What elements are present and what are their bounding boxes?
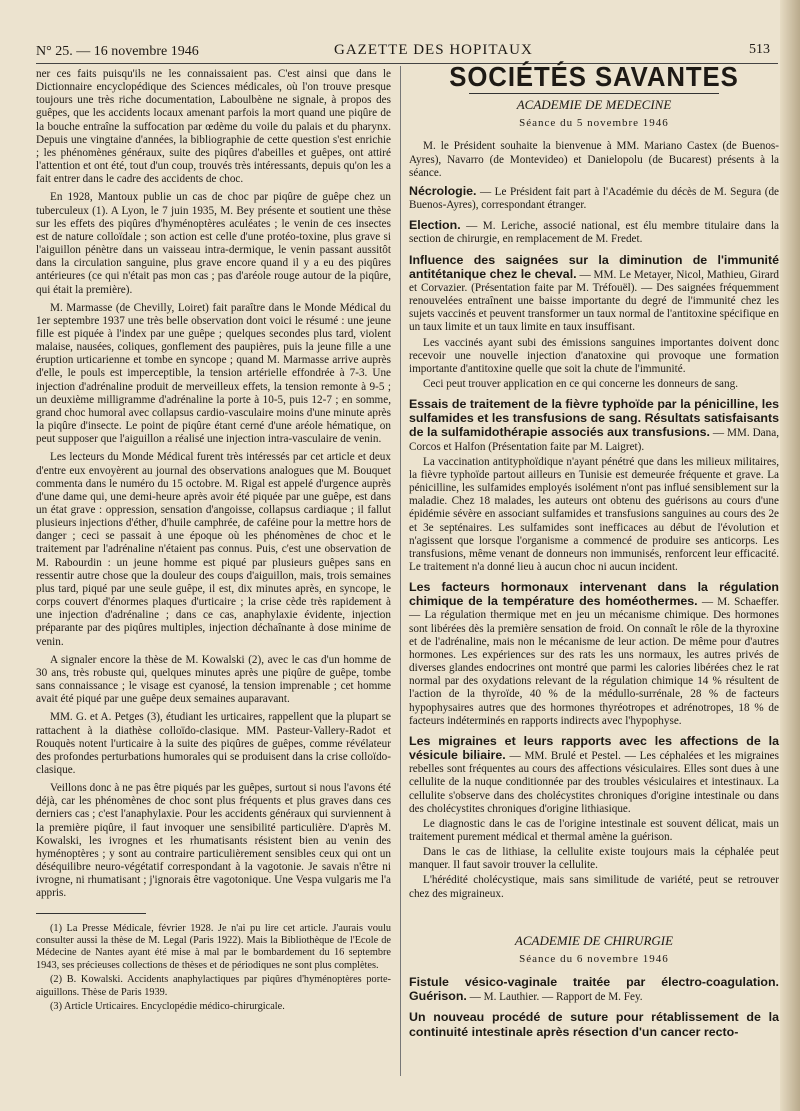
entry-text: — M. Lauthier. — Rapport de M. Fey.	[469, 991, 643, 1004]
footnote: (1) La Presse Médicale, février 1928. Je n'ai pu lire cet article. J'aurais voulu consulter aussi la thèse de M. Legal (Paris 1922). Mais la Bibliothèque de l'Ecole de Médecine de Nantes ayant été mise à mal par le bombardement du 16 septembre 1943, ses précieuses collections de thèses et de périodiques ne sont plus complètes.	[36, 922, 391, 971]
paragraph: A signaler encore la thèse de M. Kowalski (2), avec le cas d'un homme de 30 ans, très robuste qui, quelques minutes après une piqûre de guêpe, tombe sans connaissance ; le visage est cyanosé, la tension imprenable ; cet homme avait été piqué par une guêpe deux semaines auparavant.	[36, 653, 391, 706]
paragraph: Veillons donc à ne pas être piqués par les guêpes, surtout si nous l'avons été déjà, car les phénomènes de choc sont plus fréquents et plus graves dans ces derniers cas ; c'est l'anaphylaxie. Pour les accidents généraux qui surviennent à la première piqûre, il faut invoquer une sensibilité particulière. D'après M. Kowalski, les ivrognes et les rhumatisants résistent bien au venin des hyménoptères ; y sont au contraire particulièrement sensibles ceux qui ont un déséquilibre neuro-végétatif correspondant à la vagotonie. Je savais n'être ni ivrogne, ni rhumatisant ; j'ignorais être vagotonique. Une Vespa vulgaris me l'a appris.	[36, 782, 391, 900]
column-divider	[400, 66, 401, 1076]
issue-date: N° 25. — 16 novembre 1946	[36, 44, 199, 59]
section-title: SOCIÉTÉS SAVANTES	[449, 61, 739, 92]
paragraph: Le diagnostic dans le cas de l'origine intestinale est souvent délicat, mais un traitement purement médical et thermal amène la guérison.	[409, 817, 779, 843]
spacer	[409, 906, 779, 930]
entry-text: — MM. Dana, Corcos et Halfon (Présentation faite par M. Laigret).	[409, 427, 780, 453]
entry-title: Essais de traitement de la fièvre typhoïde par la pénicilline, les sulfamides et les transfusions de sang. Résultats satisfaisants de la sulfamidothérapie associés aux transfusions.	[409, 397, 779, 440]
entry	[409, 976, 779, 1004]
paragraph: En 1928, Mantoux publie un cas de choc par piqûre de guêpe chez un tuberculeux (1). A Lyon, le 7 juin 1935, M. Bey présente et soutient une thèse sur les effets des piqûres d'hyménoptères aculéates ; le venin de ces insectes est de nature colloïdale ; son action est celle d'une protéo-toxine, plus grave si l'aiguillon pénètre dans un vaisseau intra-dermique, le venin passant aussitôt dans la circulation sanguine, plus grave encore quand il y a eu des piqûres antérieures (ce qui n'était pas mon cas ; pas d'aréole rouge autour de la piqûre, qui était la première).	[36, 191, 391, 296]
paragraph: Les lecteurs du Monde Médical furent très intéressés par cet article et deux d'entre eux envoyèrent au journal des observations analogues que M. Bouquet commenta dans le numéro du 15 octobre. M. Rigal est appelé d'urgence auprès d'une dame qui, une demi-heure après avoir été piquée par une guêpe, est dans un état grave : oppression, sensation d'angoisse, collapsus cardiaque ; il fallut plusieurs injections d'éther, d'huile camphrée, de caféine pour la mettre hors de danger ; ceci se passait à une époque où les phénomènes de choc et le traitement par l'adrénaline n'étaient pas connus. Puis, c'est une observation de M. Rabourdin : un jeune homme est piqué par plusieurs guêpes sans en ressentir autre chose que la douleur des coups d'aiguillon, mais, trois semaines plus tard, piqué par une seule guêpe, il est, dix minutes après, en syncope, le corps couvert d'énormes plaques d'urticaire ; la crise cède très rapidement à une injection d'adrénaline ; dans ce cas, anaphylaxie évidente, injection préparante par des piqûres multiples, injection déchaînante à dose minime de venin.	[36, 451, 391, 648]
paragraph: ner ces faits puisqu'ils ne les connaissaient pas. C'est ainsi que dans le Dictionnaire encyclopédique des Sciences médicales, où l'on trouve presque toujours une très riche documentation, Laboulbène ne signale, à propos des guêpes, que les accidents locaux amenant parfois la mort quand une piqûre de la bouche entraîne la suffocation par œdème du voile du palais et du pharynx. Depuis une vingtaine d'années, la bibliographie de cette question s'est enrichie ; les phénomènes généraux, suite des piqûres d'abeilles et guêpes, ont attiré l'attention et ont été, tout d'un coup, trouvés très intéressants, depuis qu'on les a fait entrer dans le cadre des accidents de choc.	[36, 68, 391, 186]
entry-title: Les migraines et leurs rapports avec les affections de la vésicule biliaire.	[409, 733, 779, 763]
entry	[409, 398, 779, 454]
entry-title: Election.	[409, 218, 461, 233]
entry-text: — Le Président fait part à l'Académie du décès de M. Segura (de Buenos-Ayres), correspondant étranger.	[409, 185, 780, 212]
journal-title: GAZETTE DES HOPITAUX	[334, 42, 533, 58]
paragraph: L'hérédité cholécystique, mais sans similitude de variété, peut se retrouver chez des migraineux.	[409, 874, 779, 900]
entry-text: — MM. Brulé et Pestel. — Les céphalées et les migraines rebelles sont fréquentes au cours des affections vésiculaires. Elles sont dues à une cellulite de la nuque conditionnée par des troubles vésiculaires et intestinaux. La cellulite s'observe dans des cholécystites chroniques d'origine intestinale ou dans des cholécystites chroniques d'origine lithiasique.	[409, 750, 779, 815]
entry	[409, 185, 779, 212]
entry-title: Un nouveau procédé de suture pour rétablissement de la continuité intestinale après résection d'un cancer recto-	[409, 1010, 779, 1039]
entry	[409, 219, 779, 246]
entry-title: Les facteurs hormonaux intervenant dans la régulation chimique de la température des homéothermes.	[409, 580, 779, 609]
entry	[409, 1011, 779, 1039]
entry	[409, 581, 779, 728]
session-date: Séance du 5 novembre 1946	[519, 117, 669, 130]
academy-title: ACADEMIE DE MEDECINE	[516, 97, 672, 113]
right-column	[409, 61, 780, 1047]
paragraph: Dans le cas de lithiase, la cellulite existe toujours mais la céphalée peut manquer. Il faut savoir trouver la cellulite.	[409, 846, 779, 872]
entry-text: — MM. Le Metayer, Nicol, Mathieu, Girard et Corvazier. (Présentation faite par M. Tréfouël). — Des saignées fréquemment renouvelées entraînent une baisse importante du degré de l'immunité chez les sujets vaccinés et peuvent transformer un taux normal de l'antitoxine spécifique en un taux limite et un taux limite en taux insuffisant.	[409, 268, 780, 334]
entry	[409, 735, 779, 816]
left-column	[36, 68, 391, 1015]
session-date: Séance du 6 novembre 1946	[519, 952, 669, 965]
paragraph: M. Marmasse (de Chevilly, Loiret) fait paraître dans le Monde Médical du 1er septembre 1937 une très belle observation dont voici le résumé : une jeune fille est piquée à l'index par une guêpe ; quelques secondes plus tard, violent malaise, nausées, coliques, gonflement des paupières, puis la jeune fille a une éruption urticarienne et tombe en syncope ; quand M. Marmasse arrive auprès d'elle, le pouls est imperceptible, la tension artérielle effondrée à 7-3. Une injection d'adrénaline produit de merveilleux effets, la tension remonte à 9-5 ; un deuxième milligramme d'adrénaline la porte à 10-5, puis 12-7 ; en somme, grand choc humoral avec collapsus cardio-vasculaire moins d'une minute après la piqûre d'insecte. Le point de piqûre étant cerné d'une aréole hématique, on peut supposer que l'aiguillon a réalisé une injection intra-vasculaire de venin.	[36, 301, 391, 446]
entry-title: Fistule vésico-vaginale traitée par électro-coagulation. Guérison.	[409, 975, 779, 1004]
page-number: 513	[749, 42, 770, 57]
page-header	[36, 40, 780, 62]
footnote: (3) Article Urticaires. Encyclopédie médico-chirurgicale.	[50, 1000, 285, 1012]
paragraph: Ceci peut trouver application en ce qui concerne les donneurs de sang.	[423, 377, 738, 390]
section-rule	[469, 93, 719, 94]
paragraph: MM. G. et A. Petges (3), étudiant les urticaires, rappellent que la plupart se rattachent à la diathèse colloïdo-clasique. MM. Pasteur-Vallery-Radot et Rouquès notent l'urticaire à la suite des piqûres de guêpes, comme révélateur des profondes perturbations humorales qui se produisent dans la crise colloïdo-clasique.	[36, 711, 391, 776]
paragraph: La vaccination antityphoïdique n'ayant pénétré que dans les milieux militaires, la fièvre typhoïde partout ailleurs en Tunisie est demeurée fréquente et grave. La pénicilline, les sulfamides employés isolément n'ont pas influé sensiblement sur la maladie. Chez 18 malades, les auteurs ont obtenu des guérisons au cours d'une épidémie sévère en associant sulfamides et transfusions sanguines au cours des 2e et 3e septénaires. Les sulfamides sont inefficaces au début de l'évolution et n'agissent que lorsque l'organisme a commencé de produire ses anticorps. Les transfusions, même venant de donneurs non immunisés, renforcent leur efficacité. Le traitement n'a donné lieu à aucun choc ni aucun incident.	[409, 455, 779, 573]
entry	[409, 254, 779, 335]
intro-paragraph: M. le Président souhaite la bienvenue à MM. Mariano Castex (de Buenos-Ayres), Navarro (de Montevideo) et Danielopolu (de Bucarest) présents à la séance.	[409, 140, 779, 179]
footnote: (2) B. Kowalski. Accidents anaphylactiques par piqûres d'hyménoptères porte-aiguillons. Thèse de Paris 1939.	[36, 974, 391, 998]
entry-text: — M. Leriche, associé national, est élu membre titulaire dans la section de chirurgie, en remplacement de M. Fredet.	[409, 220, 780, 246]
entry-text: — M. Schaeffer. — La régulation thermique met en jeu un mécanisme chimique. Des hormones sont libérées dès la première sensation de froid. On connaît le rôle de la thyroxine et de l'adrénaline, mais non le mécanisme de leur action. De même pour d'autres hormones. Les expériences sur des rats les uns normaux, les autres privés de diverses glandes endocrines ont montré que parmi les calories libérées chez le rat normal par des oxydations relevant de la régulation chimique 14 % résultent de l'action de la thyroïde, 40 % de la médullo-surrénale, 28 % de facteurs hypophysaires autres que des hormones thyréotropes et adrénotropes, 18 % de facteurs indéterminés en rapports indirects avec l'hypophyse.	[409, 596, 780, 727]
entry-title: Nécrologie.	[409, 183, 477, 198]
footnotes	[36, 923, 391, 1014]
entry-title: Influence des saignées sur la diminution de l'immunité antitétanique chez le cheval.	[409, 252, 779, 281]
paragraph: Les vaccinés ayant subi des émissions sanguines importantes doivent donc recevoir une nouvelle injection d'anatoxine qui provoque une formation importante d'antitoxine quelle que soit la chute de l'immunité.	[409, 336, 779, 375]
footnote-rule	[36, 913, 146, 914]
academy-title: ACADEMIE DE CHIRURGIE	[514, 932, 674, 948]
